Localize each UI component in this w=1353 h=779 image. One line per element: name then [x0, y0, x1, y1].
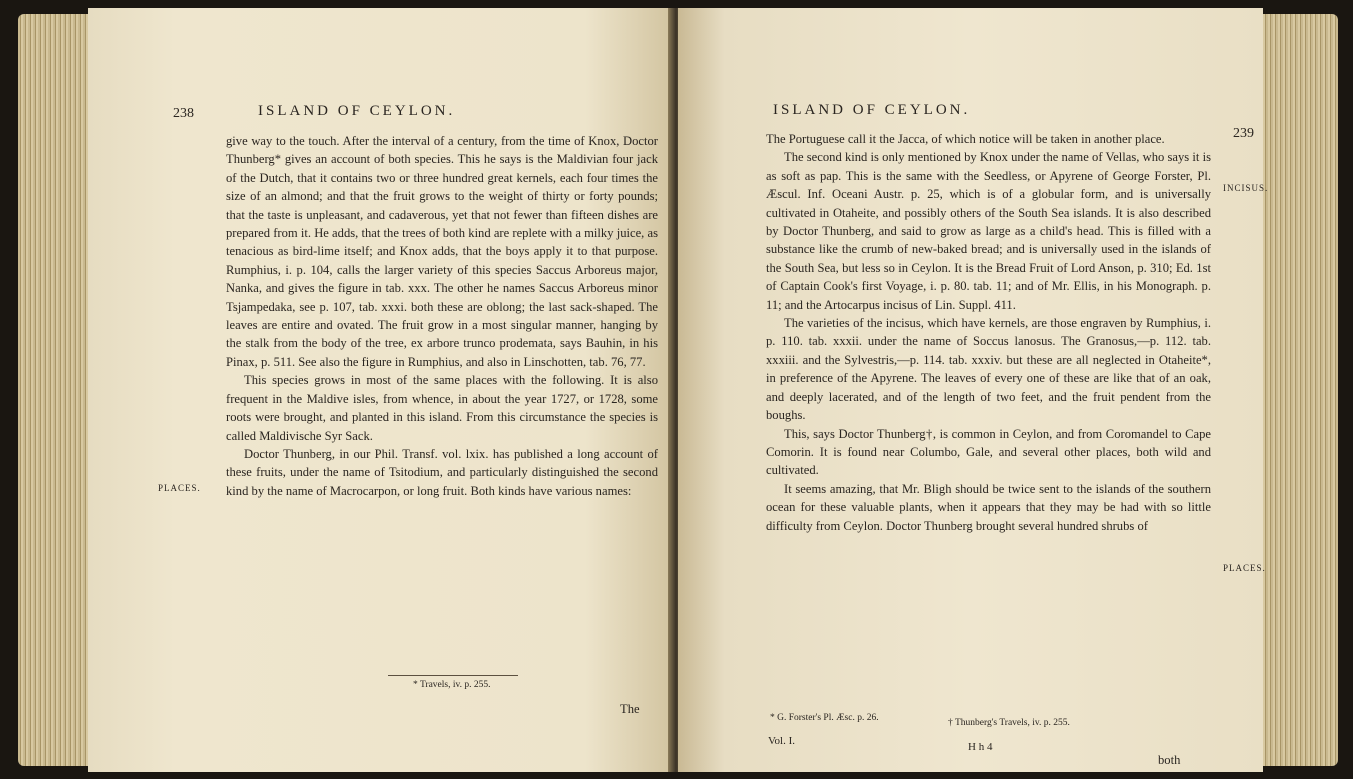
footnote: * Travels, iv. p. 255. [413, 680, 491, 690]
paragraph: give way to the touch. After the interval of a century, from the time of Knox, Doctor Thunberg* gives an account of both species. This he says is the Maldivian four jack of the Dutch, that it contains two or three hundred great kernels, each four times the size of an almond; and that the fruit grows to the weight of thirty or forty pounds; that the taste is unpleasant, and cadaverous, yet that not fewer than fifteen dishes are prepared from it. He adds, that the trees of both kind are replete with a milky juice, as tenacious as bird-lime itself; and Knox adds, that the boys apply it to that purpose. Rumphius, i. p. 104, calls the larger variety of this species Saccus Arboreus major, Nanka, and gives the figure in tab. xxx. The other he names Saccus Arboreus minor Tsjampedaka, see p. 107, tab. xxxi. both these are oblong; the last sack-shaped. The leaves are entire and ovated. The fruit grow in a most singular manner, hanging by the stalk from the body of the tree, ex arbore trunco prodemata, says Bauhin, in his Pinax, p. 511. See also the figure in Rumphius, and also in Linschotten, tab. 76, 77. [226, 134, 658, 369]
catchword: both [1158, 753, 1181, 767]
paragraph: This, says Doctor Thunberg†, is common in Ceylon, and from Coromandel to Cape Comorin. It is found near Columbo, Gale, and several other places, both wild and cultivated. [766, 426, 1211, 478]
running-head: ISLAND OF CEYLON. [773, 102, 971, 118]
paragraph: It seems amazing, that Mr. Bligh should be twice sent to the islands of the southern ocean for these valuable plants, when it appears that they may be had with so little difficulty from Ceylon. Doctor Thunberg brought several hundred shrubs of [766, 481, 1211, 533]
paragraph: The Portuguese call it the Jacca, of which notice will be taken in another place. [766, 132, 1165, 146]
footnote: † Thunberg's Travels, iv. p. 255. [948, 718, 1070, 728]
signature-mark: H h 4 [968, 741, 993, 753]
left-page [88, 8, 673, 772]
body-text [226, 132, 658, 500]
volume-label: Vol. I. [768, 735, 795, 747]
margin-note-incisus: INCISUS. [1223, 183, 1269, 193]
right-page [678, 8, 1269, 772]
running-head: ISLAND OF CEYLON. [258, 103, 456, 119]
paragraph: The varieties of the incisus, which have kernels, are those engraven by Rumphius, i. p. 110. tab. xxxii. under the name of Soccus lanosus. The Granosus,—p. 112. tab. xxxiii. and the Sylvestris,—p. 114. tab. xxxiv. but these are all neglected in Otaheite*, in preference of the Apyrene. The leaves of every one of these are like that of an oak, and deeply lacerated, and of the length of two feet, and the fruit pendent from the boughs. [766, 316, 1211, 423]
footnote-rule [388, 675, 518, 676]
body-text [766, 130, 1211, 535]
margin-note-places: PLACES. [1223, 563, 1266, 573]
margin-note: PLACES. [158, 483, 201, 493]
open-book [18, 8, 1338, 772]
paragraph: Doctor Thunberg, in our Phil. Transf. vol. lxix. has published a long account of these fruits, under the name of Tsitodium, and particularly distinguished the second kind by the name of Macrocarpon, or long fruit. Both kinds have various names: [226, 446, 658, 498]
footnote: * G. Forster's Pl. Æsc. p. 26. [770, 713, 879, 723]
paragraph: This species grows in most of the same places with the following. It is also frequent in the Maldive isles, from whence, in about the year 1727, or 1728, some roots were brought, and planted in this island. From this circumstance the species is called Maldivische Syr Sack. [226, 373, 658, 443]
paragraph: The second kind is only mentioned by Knox under the name of Vellas, who says it is as soft as pap. This is the same with the Seedless, or Apyrene of George Forster, Pl. Æscul. Inf. Oceani Austr. p. 25, which is of a globular form, and is universally cultivated in Otaheite, and possibly others of the South Sea islands. It is also described by Doctor Thunberg, and said to grow as large as a child's head. This is filled with a substance like the crumb of new-baked bread; and is universally used in the islands of the South Sea, but less so in Ceylon. It is the Bread Fruit of Lord Anson, p. 310; Ed. 1st of Captain Cook's first Voyage, i. p. 80. tab. 11; and of Mr. Ellis, in his Monograph. p. 11; and the Artocarpus incisus of Lin. Suppl. 411. [766, 150, 1211, 312]
page-number: 238 [173, 106, 194, 121]
page-number: 239 [1233, 126, 1254, 141]
catchword: The [620, 702, 640, 716]
